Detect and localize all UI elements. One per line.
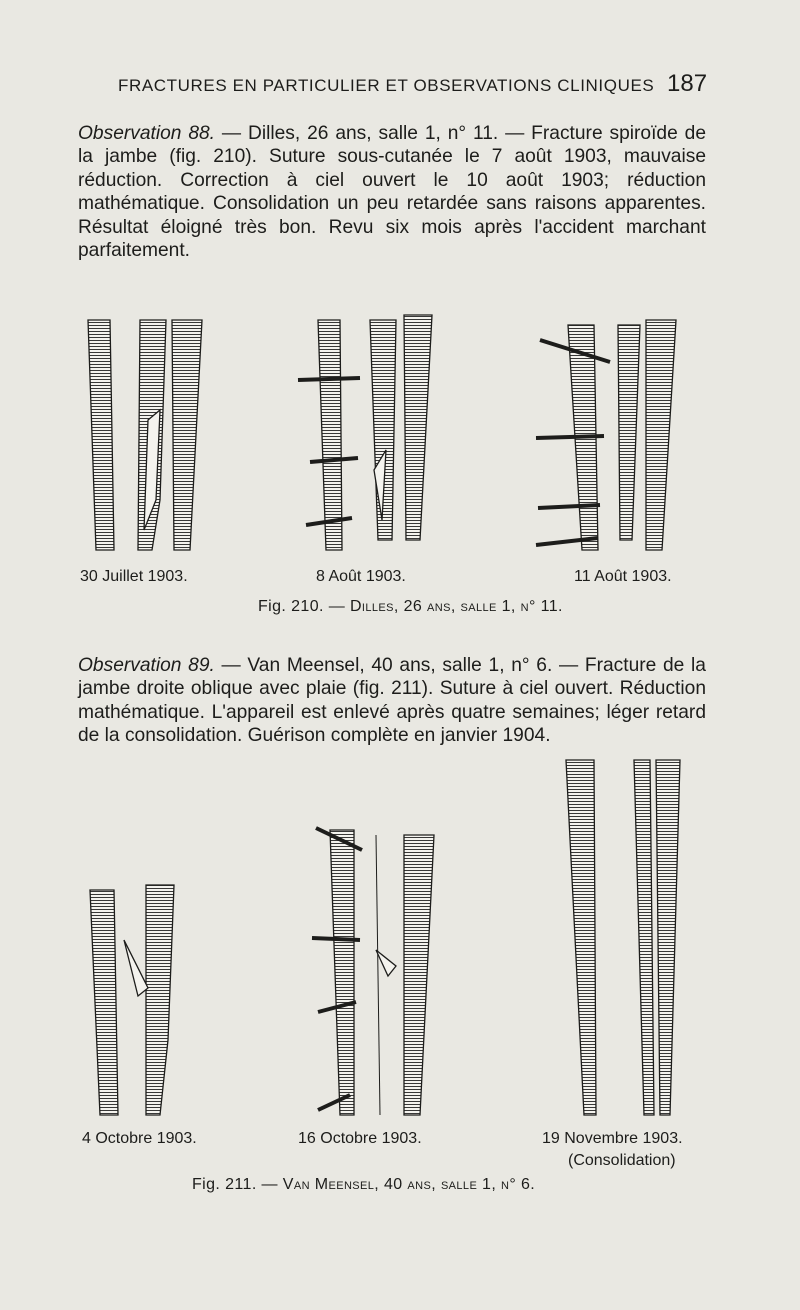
fig211-panel-1 — [90, 885, 174, 1115]
figure-211-drawing — [0, 740, 800, 1130]
observation-88-text: — Dilles, 26 ans, salle 1, n° 11. — Fracture spiroïde de la jambe (fig. 210). Suture sous-cutanée le 7 août 1903, mauvaise réduction. Correction à ciel ouvert le 10 août 1903; réduction mathématique. Consolidation un peu retardée sans raisons apparentes. Résultat éloigné très bon. Revu six mois après l'accident marchant parfaitement. — [78, 123, 706, 262]
observation-89-text: — Van Meensel, 40 ans, salle 1, n° 6. — Fracture de la jambe droite oblique avec plaie (fig. 211). Suture à ciel ouvert. Réduction mathématique. L'appareil est enlevé après quatre semaines; léger retard de la consolidation. Guérison complète en janvier 1904. — [78, 655, 706, 747]
fig210-panel-1 — [88, 320, 202, 550]
observation-88-paragraph — [78, 122, 706, 262]
page-number: 187 — [667, 70, 708, 97]
fig211-caption-prefix: Fig. 211. — — [192, 1176, 283, 1193]
fig210-caption-name: Dilles, 26 ans, salle 1, n° 11. — [349, 598, 563, 615]
fig211-panel-2 — [312, 828, 434, 1115]
figure-211-caption — [192, 1176, 535, 1194]
fig210-panel-2 — [298, 315, 432, 550]
figure-210-drawing — [0, 300, 800, 570]
fig211-label-2: 16 Octobre 1903. — [298, 1130, 422, 1147]
fig211-label-1: 4 Octobre 1903. — [82, 1130, 197, 1147]
observation-88-lead: Observation 88. — [78, 123, 216, 144]
fig211-panel-3 — [566, 760, 680, 1115]
fig211-caption-name: Van Meensel, 40 ans, salle 1, n° 6. — [282, 1176, 536, 1193]
fig210-label-2: 8 Août 1903. — [316, 568, 406, 585]
fig211-sublabel: (Consolidation) — [568, 1152, 676, 1169]
fig210-caption-prefix: Fig. 210. — — [258, 598, 350, 615]
fig211-label-3: 19 Novembre 1903. — [542, 1130, 683, 1147]
fig210-label-1: 30 Juillet 1903. — [80, 568, 188, 585]
running-title: FRACTURES EN PARTICULIER ET OBSERVATIONS CLINIQUES — [118, 76, 655, 95]
observation-89-lead: Observation 89. — [78, 655, 215, 676]
figure-210-caption — [258, 598, 563, 616]
fig210-label-3: 11 Août 1903. — [574, 568, 672, 585]
observation-89-paragraph — [78, 654, 706, 748]
fig210-panel-3 — [536, 320, 676, 550]
